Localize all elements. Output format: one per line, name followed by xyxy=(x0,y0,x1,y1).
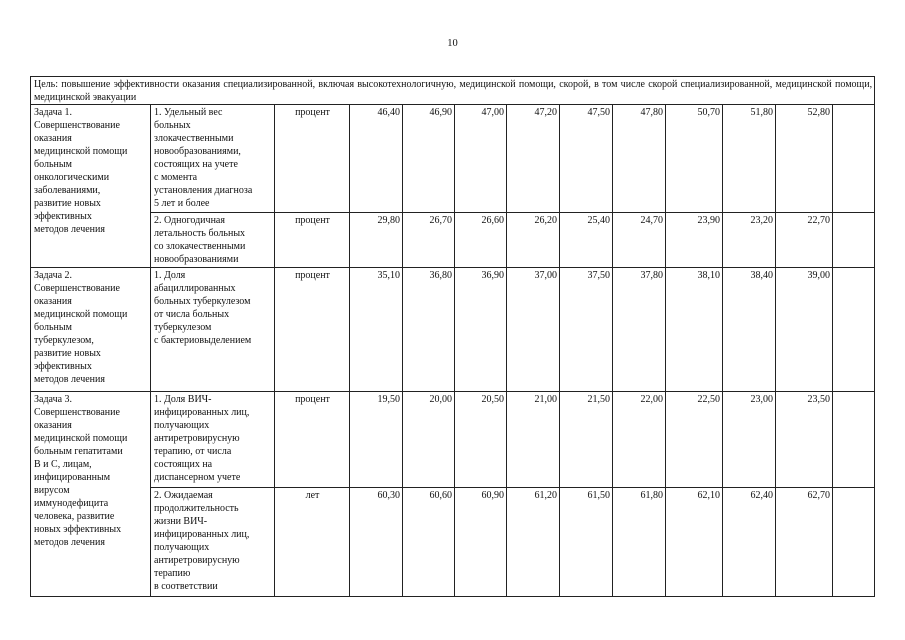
value-cell: 62,10 xyxy=(666,488,723,597)
indicator-cell: 2. Одногодичная летальность больных со злокачественными новообразованиями xyxy=(151,213,275,268)
value-cell xyxy=(833,213,875,268)
value-cell: 46,90 xyxy=(403,105,455,213)
value-cell xyxy=(833,392,875,488)
value-cell: 23,20 xyxy=(723,213,776,268)
goal-row xyxy=(31,77,875,105)
indicators-table xyxy=(30,76,875,597)
value-cell: 19,50 xyxy=(350,392,403,488)
value-cell: 35,10 xyxy=(350,268,403,392)
value-cell: 60,30 xyxy=(350,488,403,597)
indicator-cell: 1. Доля ВИЧ- инфицированных лиц, получающих антиретровирусную терапию, от числа состоящих на диспансерном учете xyxy=(151,392,275,488)
value-cell: 21,50 xyxy=(560,392,613,488)
value-cell: 60,90 xyxy=(455,488,507,597)
value-cell: 47,80 xyxy=(613,105,666,213)
unit-cell: процент xyxy=(275,268,350,392)
value-cell: 23,00 xyxy=(723,392,776,488)
value-cell: 22,50 xyxy=(666,392,723,488)
value-cell xyxy=(833,488,875,597)
value-cell: 22,70 xyxy=(776,213,833,268)
value-cell: 61,20 xyxy=(507,488,560,597)
value-cell: 26,70 xyxy=(403,213,455,268)
task-cell: Задача 1. Совершенствование оказания медицинской помощи больным онкологическими заболеваниями, развитие новых эффективных методов лечения xyxy=(31,105,151,268)
table-row xyxy=(31,488,875,597)
value-cell: 20,50 xyxy=(455,392,507,488)
unit-cell: процент xyxy=(275,392,350,488)
task-cell: Задача 3. Совершенствование оказания медицинской помощи больным гепатитами В и С, лицам, инфицированным вирусом иммунодефицита человека, развитие новых эффективных методов лечения xyxy=(31,392,151,597)
value-cell xyxy=(833,105,875,213)
value-cell: 37,80 xyxy=(613,268,666,392)
value-cell: 26,20 xyxy=(507,213,560,268)
value-cell: 61,80 xyxy=(613,488,666,597)
value-cell: 51,80 xyxy=(723,105,776,213)
table-row xyxy=(31,105,875,213)
value-cell: 60,60 xyxy=(403,488,455,597)
table-row xyxy=(31,392,875,488)
page-number: 10 xyxy=(447,38,458,49)
value-cell: 20,00 xyxy=(403,392,455,488)
value-cell: 22,00 xyxy=(613,392,666,488)
value-cell: 24,70 xyxy=(613,213,666,268)
indicator-cell: 2. Ожидаемая продолжительность жизни ВИЧ- инфицированных лиц, получающих антиретровирусную терапию в соответствии xyxy=(151,488,275,597)
value-cell: 38,10 xyxy=(666,268,723,392)
value-cell: 62,40 xyxy=(723,488,776,597)
value-cell: 39,00 xyxy=(776,268,833,392)
table-row xyxy=(31,213,875,268)
value-cell: 26,60 xyxy=(455,213,507,268)
unit-cell: процент xyxy=(275,213,350,268)
value-cell: 38,40 xyxy=(723,268,776,392)
value-cell: 37,00 xyxy=(507,268,560,392)
value-cell: 47,20 xyxy=(507,105,560,213)
value-cell: 46,40 xyxy=(350,105,403,213)
value-cell: 37,50 xyxy=(560,268,613,392)
value-cell: 47,50 xyxy=(560,105,613,213)
value-cell: 36,80 xyxy=(403,268,455,392)
value-cell: 52,80 xyxy=(776,105,833,213)
value-cell: 29,80 xyxy=(350,213,403,268)
table-row xyxy=(31,268,875,392)
value-cell: 47,00 xyxy=(455,105,507,213)
goal-cell: Цель: повышение эффективности оказания специализированной, включая высокотехнологичную, медицинской помощи, скорой, в том числе скорой специализированной, медицинской помощи, медицинской эвакуации xyxy=(31,77,875,105)
indicator-cell: 1. Доля абациллированных больных туберкулезом от числа больных туберкулезом с бактериовыделением xyxy=(151,268,275,392)
unit-cell: лет xyxy=(275,488,350,597)
value-cell: 25,40 xyxy=(560,213,613,268)
task-cell: Задача 2. Совершенствование оказания медицинской помощи больным туберкулезом, развитие новых эффективных методов лечения xyxy=(31,268,151,392)
unit-cell: процент xyxy=(275,105,350,213)
value-cell: 23,50 xyxy=(776,392,833,488)
value-cell: 62,70 xyxy=(776,488,833,597)
value-cell: 50,70 xyxy=(666,105,723,213)
value-cell: 21,00 xyxy=(507,392,560,488)
indicator-cell: 1. Удельный вес больных злокачественными новообразованиями, состоящих на учете с момента установления диагноза 5 лет и более xyxy=(151,105,275,213)
value-cell: 61,50 xyxy=(560,488,613,597)
value-cell xyxy=(833,268,875,392)
value-cell: 23,90 xyxy=(666,213,723,268)
value-cell: 36,90 xyxy=(455,268,507,392)
